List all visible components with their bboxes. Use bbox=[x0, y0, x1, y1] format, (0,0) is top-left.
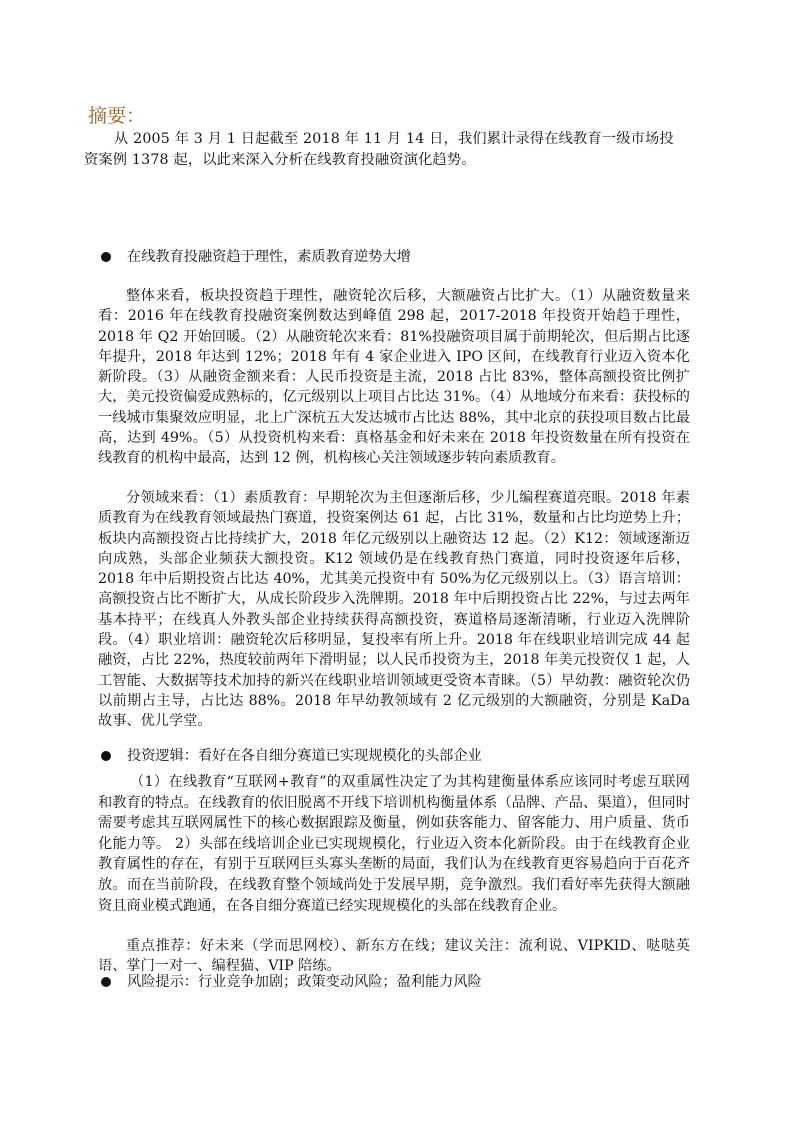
bullet-icon bbox=[101, 751, 111, 761]
segment-paragraph: 分领域来看：（1）素质教育：早期轮次为主但逐渐后移，少儿编程赛道亮眼。2018 年素质教育为在线教育领域最热门赛道，投资案例达 61 起，占比 31%，数量和占比均逆势上升；板块内高额投资占比持续扩大，2018 年亿元级别以上融资达 12 起。（2）K12：领域逐渐迈向成熟，头部企业频获大额投资。K12 领域仍是在线教育热门赛道，同时投资逐年后移，2018 年中后期投资占比达 40%，尤其美元投资中有 50%为亿元级别以上。（3）语言培训：高额投资占比不断扩大，从成长阶段步入洗牌期。2018 年中后期投资占比 22%，与过去两年基本持平；在线真人外教头部企业持续获得高额投资，赛道格局逐渐清晰，行业迈入洗牌阶段。（4）职业培训：融资轮次后移明显，复投率有所上升。2018 年在线职业培训完成 44 起融资，占比 22%，热度较前两年下滑明显；以人民币投资为主，2018 年美元投资仅 1 起，人工智能、大数据等技术加持的新兴在线职业培训领域更受资本青睐。（5）早幼教：融资轮次仍以前期占主导，占比达 88%。2018 年早幼教领域有 2 亿元级别的大额融资，分别是 KaDa 故事、优儿学堂。 bbox=[98, 490, 690, 730]
recommendation-line: 重点推荐：好未来（学而思网校）、新东方在线；建议关注：流利说、VIPKID、哒哒英语、掌门一对一、编程猫、VIP 陪练。 bbox=[98, 938, 690, 975]
section-heading-text: 投资逻辑：看好在各自细分赛道已实现规模化的头部企业 bbox=[127, 748, 482, 764]
section-heading-2 bbox=[101, 746, 482, 766]
section-heading-3 bbox=[101, 972, 482, 992]
overview-paragraph: 整体来看，板块投资趋于理性，融资轮次后移，大额融资占比扩大。（1）从融资数量来看：2016 年在线教育投融资案例数达到峰值 298 起，2017-2018 年投资开始趋于理性，2018 年 Q2 开始回暖。（2）从融资轮次来看：81%投融资项目属于前期轮次，但后期占比逐年提升，2018 年达到 12%；2018 年有 4 家企业进入 IPO 区间，在线教育行业迈入资本化新阶段。（3）从融资金额来看：人民币投资是主流，2018 占比 83%，整体高额投资比例扩大，美元投资偏爱成熟标的，亿元级别以上项目占比达 31%。（4）从地域分布来看：获投标的一线城市集聚效应明显，北上广深杭五大发达城市占比达 88%，其中北京的获投项目数占比最高，达到 49%。（5）从投资机构来看：真格基金和好未来在 2018 年投资数量在所有投资在线教育的机构中最高，达到 12 例，机构核心关注领域逐步转向素质教育。 bbox=[98, 288, 690, 467]
bullet-icon bbox=[101, 977, 111, 987]
section-heading-1 bbox=[101, 247, 411, 267]
abstract-title: 摘要： bbox=[88, 105, 146, 127]
bullet-icon bbox=[101, 252, 111, 262]
abstract-body: 从 2005 年 3 月 1 日起截至 2018 年 11 月 14 日，我们累计录得在线教育一级市场投资案例 1378 起，以此来深入分析在线教育投融资演化趋势。 bbox=[84, 131, 674, 168]
investment-logic-paragraph: （1）在线教育“互联网+教育”的双重属性决定了为其构建衡量体系应该同时考虑互联网和教育的特点。在线教育的依旧脱离不开线下培训机构衡量体系（品牌、产品、渠道），但同时需要考虑其互联网属性下的核心数据跟踪及衡量，例如获客能力、留客能力、用户质量、货币化能力等。 2）头部在线培训企业已实现规模化，行业迈入资本化新阶段。由于在线教育企业教育属性的存在，有别于互联网巨头寡头垄断的局面，我们认为在线教育更容易趋向于百花齐放。而在当前阶段，在线教育整个领域尚处于发展早期，竞争激烈。我们看好率先获得大额融资且商业模式跑通，在各自细分赛道已经实现规模化的头部在线教育企业。 bbox=[98, 774, 690, 914]
section-heading-text: 在线教育投融资趋于理性，素质教育逆势大增 bbox=[127, 249, 411, 265]
section-heading-text: 风险提示：行业竞争加剧；政策变动风险；盈利能力风险 bbox=[127, 974, 482, 990]
